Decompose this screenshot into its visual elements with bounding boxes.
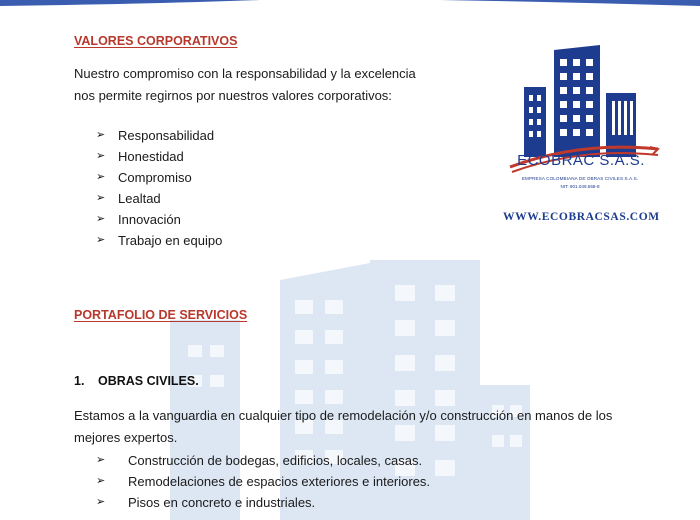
arrow-bullet-icon: ➢ bbox=[96, 171, 106, 183]
intro-line-2: nos permite regirnos por nuestros valores corporativos: bbox=[74, 87, 392, 103]
list-item: ➢ Lealtad bbox=[96, 188, 416, 209]
arrow-bullet-icon: ➢ bbox=[96, 150, 106, 162]
intro-line-1: Nuestro compromiso con la responsabilidad y la excelencia bbox=[74, 66, 416, 81]
list-item: ➢ Trabajo en equipo bbox=[96, 230, 416, 251]
list-item: ➢ Construcción de bodegas, edificios, locales, casas. bbox=[96, 450, 516, 471]
arrow-bullet-icon: ➢ bbox=[96, 454, 106, 466]
list-item: ➢ Pisos en concreto e industriales. bbox=[96, 492, 516, 513]
obras-description-line-2: mejores expertos. bbox=[74, 429, 178, 445]
website-link[interactable]: WWW.ECOBRACSAS.COM bbox=[503, 211, 660, 223]
obras-list bbox=[96, 450, 516, 513]
obras-description bbox=[74, 405, 674, 448]
arrow-bullet-icon: ➢ bbox=[96, 192, 106, 204]
list-item: ➢ Honestidad bbox=[96, 146, 416, 167]
logo-subtitle: EMPRESA COLOMBIANA DE OBRAS CIVILES S.A.S. bbox=[521, 176, 639, 181]
list-item: ➢ Innovación bbox=[96, 209, 416, 230]
intro-paragraph bbox=[74, 63, 416, 106]
ecobrac-logo-icon bbox=[500, 45, 670, 195]
logo-company-name: ECOBRAC S.A.S. bbox=[517, 152, 645, 169]
arrow-bullet-icon: ➢ bbox=[96, 234, 106, 246]
list-item: ➢ Remodelaciones de espacios exteriores e interiores. bbox=[96, 471, 516, 492]
section-heading-valores: VALORES CORPORATIVOS bbox=[74, 34, 238, 48]
list-item: ➢ Responsabilidad bbox=[96, 125, 416, 146]
values-list bbox=[96, 125, 416, 251]
subsection-number: 1. bbox=[74, 374, 85, 388]
subsection-title: OBRAS CIVILES. bbox=[98, 374, 199, 388]
section-heading-portafolio: PORTAFOLIO DE SERVICIOS bbox=[74, 308, 248, 322]
top-border-decoration bbox=[0, 0, 700, 8]
list-item: ➢ Compromiso bbox=[96, 167, 416, 188]
arrow-bullet-icon: ➢ bbox=[96, 129, 106, 141]
subsection-heading-obras bbox=[74, 374, 199, 388]
arrow-bullet-icon: ➢ bbox=[96, 496, 106, 508]
arrow-bullet-icon: ➢ bbox=[96, 475, 106, 487]
logo-nit: NIT: 901.049.558-8 bbox=[560, 184, 600, 189]
obras-description-line-1: Estamos a la vanguardia en cualquier tipo de remodelación y/o construcción en manos de los bbox=[74, 408, 613, 423]
arrow-bullet-icon: ➢ bbox=[96, 213, 106, 225]
